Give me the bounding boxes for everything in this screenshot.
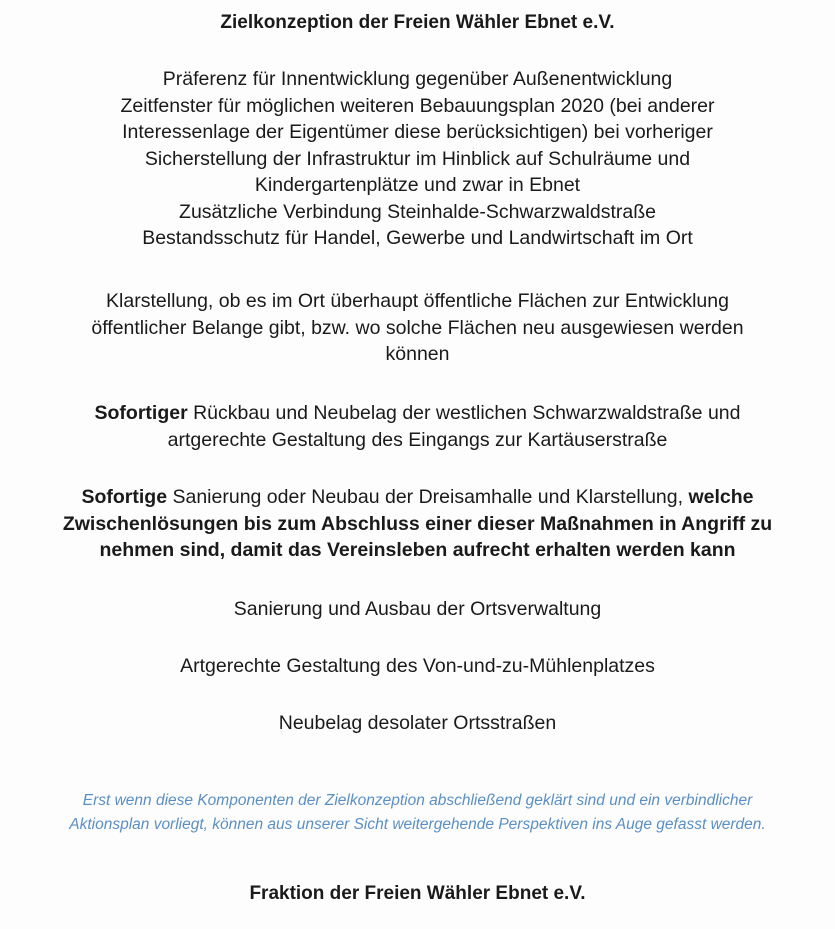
text-line: artgerechte Gestaltung des Eingangs zur Kartäuserstraße — [167, 428, 668, 451]
goal-public-areas — [0, 288, 835, 368]
goal-schwarzwaldstrasse — [0, 400, 835, 453]
document-title: Zielkonzeption der Freien Wähler Ebnet e.V. — [220, 12, 615, 33]
text-line: Präferenz für Innentwicklung gegenüber Außenentwicklung — [162, 68, 673, 90]
text-line: Klarstellung, ob es im Ort überhaupt öffentliche Flächen zur Entwicklung — [106, 290, 729, 312]
text-line — [0, 400, 835, 427]
text-segment: Rückbau und Neubelag der westlichen Schwarzwaldstraße und — [187, 402, 741, 424]
text-line: Zeitfenster für möglichen weiteren Bebauungsplan 2020 (bei anderer — [120, 94, 715, 117]
text-line: Kindergartenplätze und zwar in Ebnet — [254, 174, 581, 196]
text-line: Bestandsschutz für Handel, Gewerbe und Landwirtschaft im Ort — [142, 227, 693, 249]
text-line: öffentlicher Belange gibt, bzw. wo solche Flächen neu ausgewiesen werden — [91, 316, 744, 339]
emphasis: Sofortige — [81, 486, 168, 508]
goal-ortsstrassen: Neubelag desolater Ortsstraßen — [278, 712, 557, 734]
text-line: Aktionsplan vorliegt, können aus unserer Sicht weitergehende Perspektiven ins Auge gefasst werden. — [69, 816, 766, 833]
goal-dreisamhalle — [0, 484, 835, 564]
closing-note — [0, 789, 835, 837]
goal-muehlenplatz: Artgerechte Gestaltung des Von-und-zu-Mühlenplatzes — [180, 655, 655, 677]
text-line: Interessenlage der Eigentümer diese berücksichtigen) bei vorheriger — [122, 121, 713, 143]
text-line — [0, 484, 835, 511]
text-line: nehmen sind, damit das Vereinsleben aufrecht erhalten werden kann — [99, 539, 736, 561]
goal-ortsverwaltung: Sanierung und Ausbau der Ortsverwaltung — [233, 598, 602, 620]
text-segment: Sanierung oder Neubau der Dreisamhalle und Klarstellung, — [167, 486, 689, 508]
text-line: Sicherstellung der Infrastruktur im Hinblick auf Schulräume und — [144, 147, 691, 170]
text-line: Zusätzliche Verbindung Steinhalde-Schwarzwaldstraße — [179, 200, 656, 223]
text-line: können — [385, 343, 450, 365]
goal-infrastructure — [0, 66, 835, 252]
text-line: Erst wenn diese Komponenten der Zielkonzeption abschließend geklärt sind und ein verbindlicher — [82, 792, 753, 809]
emphasis: Sofortiger — [94, 402, 188, 424]
emphasis: welche — [688, 486, 754, 508]
text-line: Zwischenlösungen bis zum Abschluss einer dieser Maßnahmen in Angriff zu — [62, 512, 773, 535]
signature-footer: Fraktion der Freien Wähler Ebnet e.V. — [249, 883, 586, 904]
